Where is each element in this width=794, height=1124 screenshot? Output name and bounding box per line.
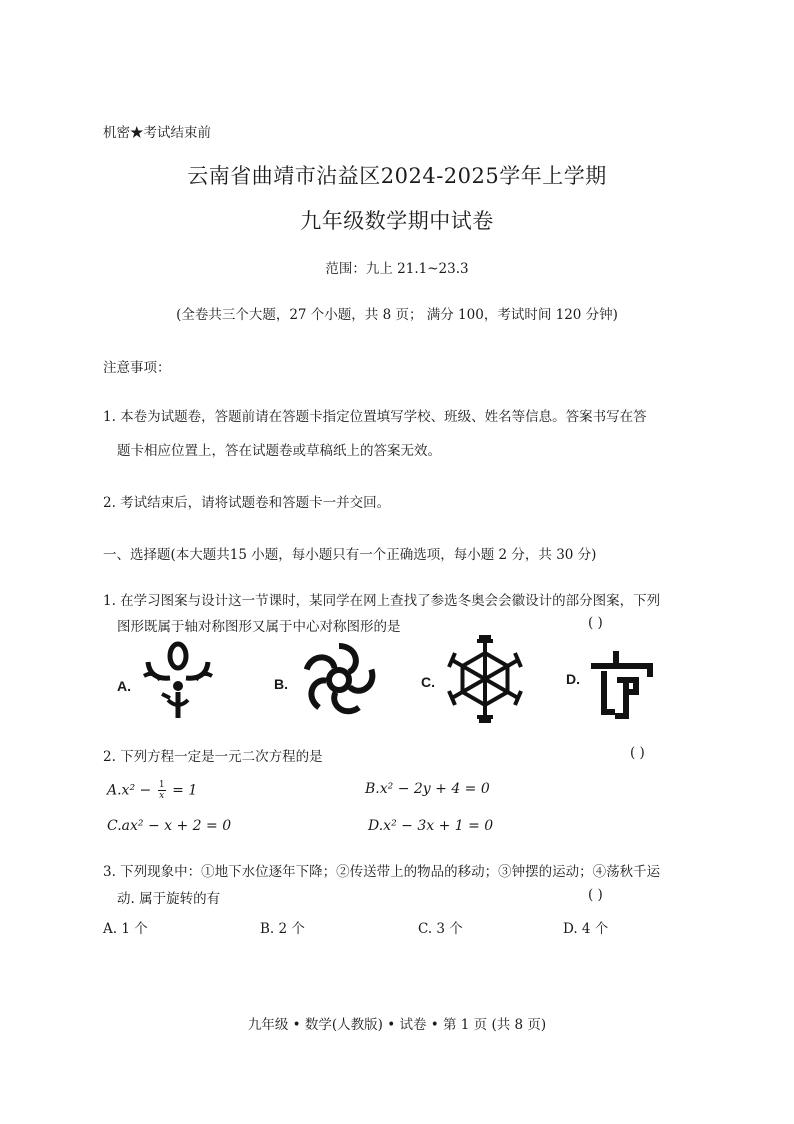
q3-option-d: D. 4 个 <box>563 921 609 937</box>
q2-option-d: D.x² − 3x + 1 = 0 <box>368 818 494 834</box>
q3-line1: 3. 下列现象中：①地下水位逐年下降；②传送带上的物品的移动；③钟摆的运动；④荡秋千运 <box>103 864 661 880</box>
emblem-d-glyph-icon <box>590 650 656 720</box>
q2-option-b: B.x² − 2y + 4 = 0 <box>365 781 490 797</box>
q3-line2: 动. 属于旋转的有 <box>117 891 221 907</box>
q3-answer-paren: ( ) <box>588 887 603 903</box>
notes-heading: 注意事项： <box>103 360 171 376</box>
notes-item1-line1: 1. 本卷为试题卷，答题前请在答题卡指定位置填写学校、班级、姓名等信息。答案书写在答 <box>103 409 647 425</box>
q1-line2: 图形既属于轴对称图形又属于中心对称图形的是 <box>117 619 401 635</box>
notes-item1-line2: 题卡相应位置上，答在试题卷或草稿纸上的答案无效。 <box>117 443 441 459</box>
emblem-c-snowflake-icon <box>444 636 526 722</box>
q1-answer-paren: ( ) <box>588 615 603 631</box>
q1-option-d-label: D. <box>566 671 580 687</box>
q1-option-b-label: B. <box>274 676 288 692</box>
q2-option-a-suffix: = 1 <box>172 782 198 799</box>
emblem-b-knot-icon <box>297 640 381 720</box>
section1-heading: 一、选择题(本大题共15 小题，每小题只有一个正确选项，每小题 2 分，共 30 分) <box>103 547 597 563</box>
q2-stem: 2. 下列方程一定是一元二次方程的是 <box>103 749 323 765</box>
q2-option-a-fraction <box>158 780 166 801</box>
q2-option-a-prefix: A.x² − <box>107 782 152 799</box>
exam-title-line2: 九年级数学期中试卷 <box>300 209 494 233</box>
q3-option-b: B. 2 个 <box>260 921 305 937</box>
q2-option-c: C.ax² − x + 2 = 0 <box>107 818 232 834</box>
exam-info: (全卷共三个大题，27 个小题，共 8 页； 满分 100，考试时间 120 分钟) <box>176 307 618 323</box>
q2-option-a-numerator: 1 <box>158 780 165 790</box>
page-footer: 九年级 • 数学(人教版) • 试卷 • 第 1 页 (共 8 页) <box>247 1017 547 1033</box>
q3-option-c: C. 3 个 <box>418 921 463 937</box>
q2-option-a <box>107 780 197 801</box>
notes-item2: 2. 考试结束后，请将试题卷和答题卡一并交回。 <box>103 495 391 511</box>
q1-line1: 1. 在学习图案与设计这一节课时，某同学在网上查找了参选冬奥会会徽设计的部分图案，下列 <box>103 593 661 609</box>
exam-title-line1: 云南省曲靖市沾益区2024-2025学年上学期 <box>187 164 607 188</box>
q1-option-a-label: A. <box>117 678 131 694</box>
emblem-a-figure-icon <box>140 640 216 720</box>
q2-option-a-denominator: x <box>159 791 165 801</box>
exam-scope: 范围：九上 21.1~23.3 <box>325 261 469 277</box>
q2-answer-paren: ( ) <box>630 745 645 761</box>
q1-option-c-label: C. <box>421 674 435 690</box>
q3-option-a: A. 1 个 <box>103 921 148 937</box>
confidential-label: 机密★考试结束前 <box>103 125 211 141</box>
